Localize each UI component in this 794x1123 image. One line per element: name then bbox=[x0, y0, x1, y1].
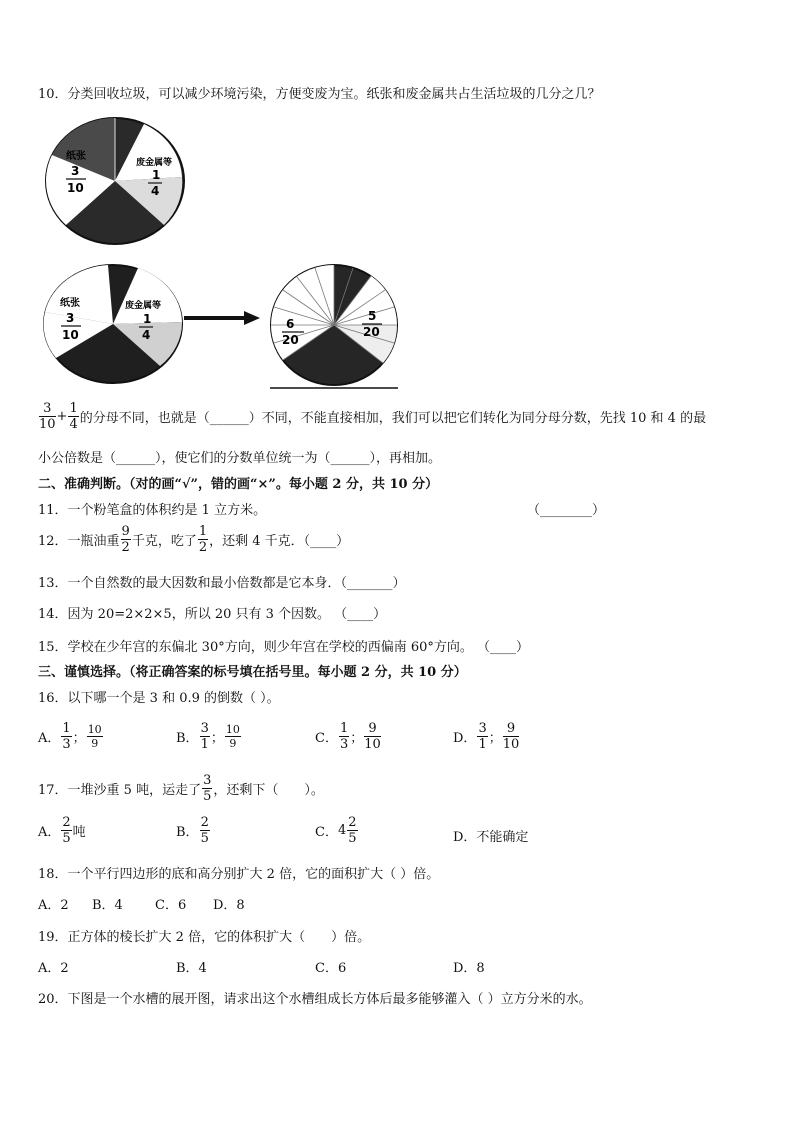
q17-option-b[interactable]: B． $\frac{2}{5}$ bbox=[176, 815, 209, 846]
q15-text: 15．学校在少年宫的东偏北 30°方向，则少年宫在学校的西偏南 60°方向。 （____） bbox=[38, 640, 530, 655]
q18-option-b[interactable]: B．4 bbox=[92, 898, 123, 913]
q16-option-c[interactable]: C． $\frac{1}{3}$ ； $\frac{9}{10}$ bbox=[315, 721, 381, 752]
pie2-metal-numerator: 1 bbox=[143, 312, 152, 326]
fraction-3-10: $\frac{3}{10}$ bbox=[39, 401, 56, 432]
q10-explanation-line1: $\frac{3}{10}$ + $\frac{1}{4}$ 的分母不同，也就是（______）不同，不能直接相加，我们可以把它们转化为同分母分数，先找 10 和 4 的最 bbox=[39, 401, 707, 432]
q11-text: 11．一个粉笔盒的体积约是 1 立方米。 bbox=[38, 503, 267, 518]
pie2-metal-label: 废金属等 bbox=[125, 301, 162, 311]
pie1-metal-label: 废金属等 bbox=[136, 158, 173, 168]
q18-text: 18．一个平行四边形的底和高分别扩大 2 倍，它的面积扩大（ ）倍。 bbox=[38, 867, 440, 882]
pie1-metal-denominator: 4 bbox=[151, 184, 160, 198]
q12-text: 12．一瓶油重 $\frac{9}{2}$ 千克，吃了 $\frac{1}{2}$ ，还剩 4 千克．（____） bbox=[38, 524, 350, 555]
section3-title: 三、谨慎选择。（将正确答案的标号填在括号里。每小题 2 分，共 10 分） bbox=[38, 665, 467, 680]
arrow-right-icon bbox=[182, 308, 262, 328]
q18-option-c[interactable]: C．6 bbox=[155, 898, 187, 913]
q19-option-c[interactable]: C．6 bbox=[315, 961, 347, 976]
q17-option-d[interactable]: D．不能确定 bbox=[453, 830, 529, 845]
q16-text: 16．以下哪一个是 3 和 0.9 的倒数（ ）。 bbox=[38, 691, 280, 706]
q16-option-a[interactable]: A． $\frac{1}{3}$ ； $\frac{10}{9}$ bbox=[38, 721, 102, 752]
pie2-paper-label: 纸张 bbox=[60, 298, 80, 309]
pie-chart-1 bbox=[44, 115, 186, 247]
q17-text: 17．一堆沙重 5 吨，运走了 $\frac{3}{5}$ ，还剩下（ ）。 bbox=[38, 773, 324, 804]
q20-text: 20．下图是一个水槽的展开图，请求出这个水槽组成长方体后最多能够灌入（ ）立方分米的水。 bbox=[38, 992, 592, 1007]
q10-explanation-line2: 小公倍数是（______），使它们的分数单位统一为（______），再相加。 bbox=[38, 451, 442, 466]
pie3-right-denominator: 20 bbox=[363, 325, 380, 339]
pie2-metal-denominator: 4 bbox=[142, 328, 151, 342]
fraction-3-5: $\frac{3}{5}$ bbox=[203, 773, 212, 804]
q18-option-d[interactable]: D．8 bbox=[213, 898, 245, 913]
q19-option-d[interactable]: D．8 bbox=[453, 961, 485, 976]
q19-option-b[interactable]: B．4 bbox=[176, 961, 207, 976]
q19-text: 19．正方体的棱长扩大 2 倍，它的体积扩大（ ）倍。 bbox=[38, 930, 371, 945]
pie1-paper-numerator: 3 bbox=[71, 164, 80, 178]
q17-option-a[interactable]: A． $\frac{2}{5}$ 吨 bbox=[38, 815, 86, 846]
pie1-metal-numerator: 1 bbox=[152, 168, 161, 182]
q13-text: 13．一个自然数的最大因数和最小倍数都是它本身．（_______） bbox=[38, 576, 406, 591]
pie3-left-numerator: 6 bbox=[286, 317, 295, 331]
pie3-left-denominator: 20 bbox=[282, 333, 299, 347]
pie3-right-numerator: 5 bbox=[368, 309, 377, 323]
section2-title: 二、准确判断。（对的画“√”，错的画“×”。每小题 2 分，共 10 分） bbox=[38, 477, 439, 492]
q14-text: 14．因为 20=2×2×5，所以 20 只有 3 个因数。 （____） bbox=[38, 607, 387, 622]
pie1-paper-label: 纸张 bbox=[66, 151, 86, 162]
pie2-paper-denominator: 10 bbox=[62, 328, 79, 342]
q16-option-b[interactable]: B． $\frac{3}{1}$ ； $\frac{10}{9}$ bbox=[176, 721, 240, 752]
q16-option-d[interactable]: D． $\frac{3}{1}$ ； $\frac{9}{10}$ bbox=[453, 721, 520, 752]
fraction-1-4: $\frac{1}{4}$ bbox=[69, 401, 78, 432]
pie-chart-2 bbox=[42, 262, 184, 386]
fraction-1-2: $\frac{1}{2}$ bbox=[198, 524, 208, 555]
fraction-9-2: $\frac{9}{2}$ bbox=[121, 524, 130, 555]
q18-option-a[interactable]: A．2 bbox=[38, 898, 69, 913]
pie1-paper-denominator: 10 bbox=[67, 181, 84, 195]
q17-option-c[interactable]: C．4 $\frac{2}{5}$ bbox=[315, 815, 357, 846]
q10-text: 10．分类回收垃圾，可以减少环境污染，方便变废为宝。纸张和废金属共占生活垃圾的几分之几？ bbox=[38, 87, 601, 102]
q11-answer-blank[interactable]: （________） bbox=[527, 503, 606, 518]
q19-option-a[interactable]: A．2 bbox=[38, 961, 69, 976]
pie-chart-3 bbox=[268, 262, 402, 392]
pie2-paper-numerator: 3 bbox=[66, 311, 75, 325]
